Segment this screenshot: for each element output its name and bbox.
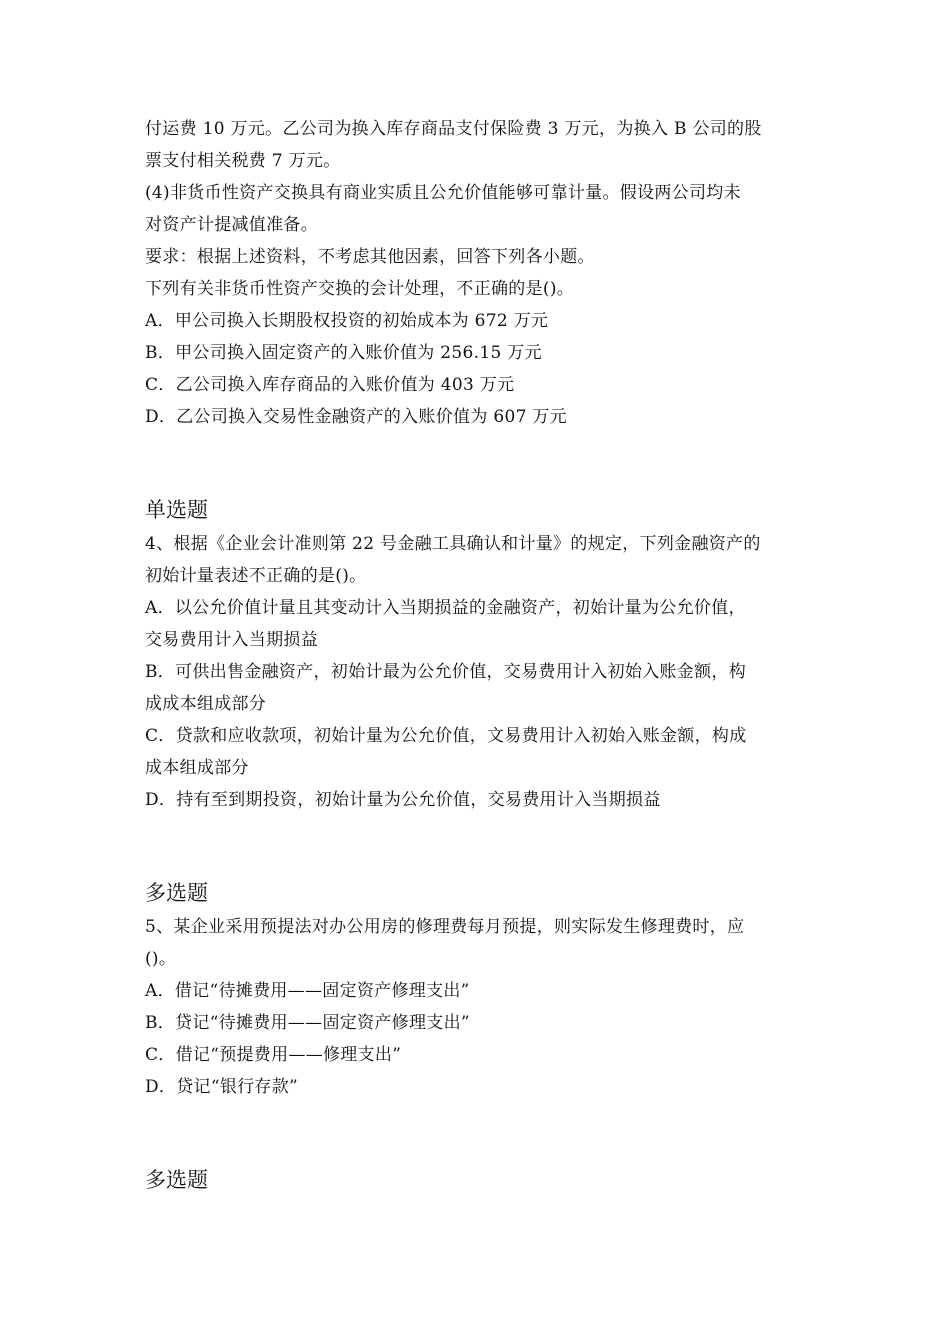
question-4 [145, 492, 810, 816]
option-b: B．可供出售金融资产，初始计最为公允价值，交易费用计入初始入账金额，构 [145, 662, 746, 682]
question-6 [145, 1162, 810, 1198]
question-type-heading: 单选题 [145, 498, 208, 522]
question-stem: 下列有关非货币性资产交换的会计处理，不正确的是()。 [145, 279, 575, 299]
question-type-heading: 多选题 [145, 1168, 208, 1192]
option-a: A．以公允价值计量且其变动计入当期损益的金融资产，初始计量为公允价值， [145, 598, 746, 618]
section-gap [145, 433, 810, 492]
document-page [145, 113, 810, 1198]
option-b: 成成本组成部分 [145, 694, 267, 714]
question-stem: 4、根据《企业会计准则第 22 号金融工具确认和计量》的规定，下列金融资产的 [145, 534, 761, 554]
option-a: 交易费用计入当期损益 [145, 630, 318, 650]
text-line: 票支付相关税费 7 万元。 [145, 151, 341, 171]
option-c: C．乙公司换入库存商品的入账价值为 403 万元 [145, 375, 515, 395]
question-stem: ()。 [145, 949, 177, 969]
text-line: (4)非货币性资产交换具有商业实质且公允价值能够可靠计量。假设两公司均未 [145, 183, 741, 203]
text-line: 付运费 10 万元。乙公司为换入库存商品支付保险费 3 万元，为换入 B 公司的股 [145, 119, 762, 139]
option-d: D．贷记“银行存款” [145, 1077, 299, 1097]
option-a: A．甲公司换入长期股权投资的初始成本为 672 万元 [145, 311, 549, 331]
question-stem: 5、某企业采用预提法对办公用房的修理费每月预提，则实际发生修理费时，应 [145, 917, 745, 937]
question-stem: 初始计量表述不正确的是()。 [145, 566, 367, 586]
option-d: D．乙公司换入交易性金融资产的入账价值为 607 万元 [145, 407, 567, 427]
option-b: B．甲公司换入固定资产的入账价值为 256.15 万元 [145, 343, 542, 363]
option-c: 成本组成部分 [145, 758, 249, 778]
option-d: D．持有至到期投资，初始计量为公允价值，交易费用计入当期损益 [145, 790, 661, 810]
section-gap [145, 816, 810, 875]
question-5 [145, 875, 810, 1103]
section-gap [145, 1103, 810, 1162]
option-c: C．贷款和应收款项，初始计量为公允价值，文易费用计入初始入账金额，构成 [145, 726, 747, 746]
question-type-heading: 多选题 [145, 881, 208, 905]
option-a: A．借记“待摊费用——固定资产修理支出” [145, 981, 470, 1001]
question-3-continuation [145, 113, 810, 433]
text-line: 对资产计提减值准备。 [145, 215, 318, 235]
option-c: C．借记“预提费用——修理支出” [145, 1045, 402, 1065]
option-b: B．贷记“待摊费用——固定资产修理支出” [145, 1013, 470, 1033]
text-line: 要求：根据上述资料，不考虑其他因素，回答下列各小题。 [145, 247, 595, 267]
